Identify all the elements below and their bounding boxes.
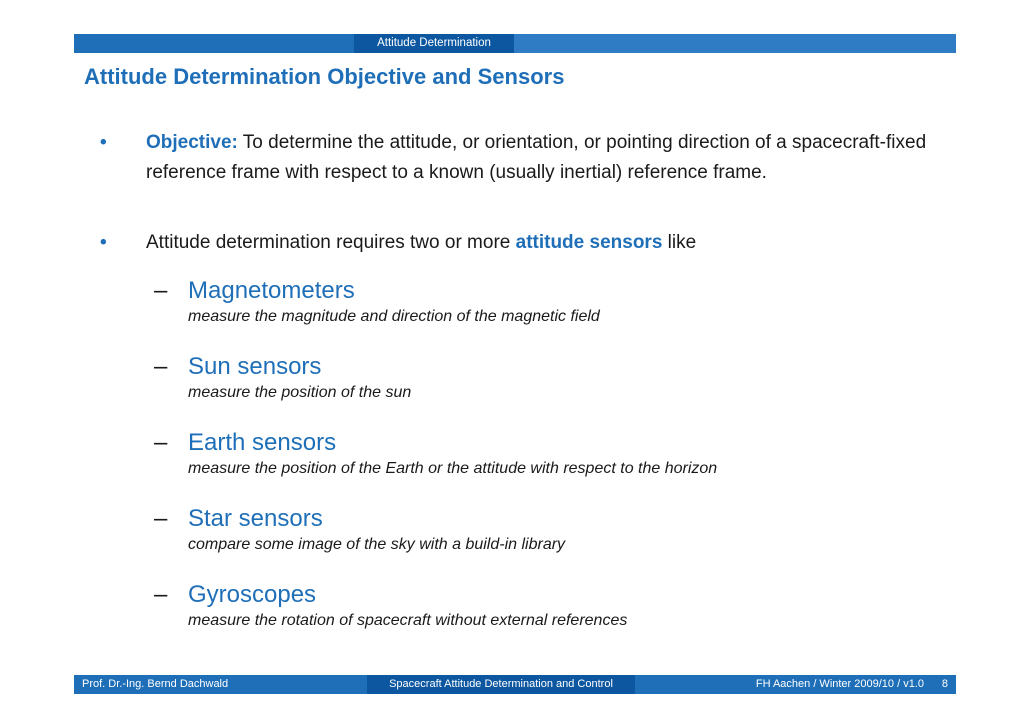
sensor-name: Earth sensors <box>188 429 337 456</box>
header-bar-left <box>74 34 354 53</box>
footer-author: Prof. Dr.-Ing. Bernd Dachwald <box>82 678 229 690</box>
sensors-intro-highlight: attitude sensors <box>515 232 663 253</box>
dash-symbol: – <box>154 353 168 380</box>
slide-title: Attitude Determination Objective and Sensors <box>84 64 565 89</box>
sensor-desc: measure the position of the sun <box>188 384 412 401</box>
dash-symbol: – <box>154 505 168 532</box>
header-section-label: Attitude Determination <box>354 34 514 53</box>
bullet-dot: • <box>100 132 107 153</box>
sensor-desc: measure the rotation of spacecraft without external references <box>188 612 628 629</box>
sensor-desc: measure the magnitude and direction of the magnetic field <box>188 308 600 325</box>
bullet-objective <box>100 128 936 188</box>
footer-info: FH Aachen / Winter 2009/10 / v1.0 <box>755 678 924 690</box>
bullet-dot: • <box>100 232 107 253</box>
sensors-intro-text-after: like <box>662 232 697 253</box>
objective-label: Objective: <box>146 132 238 153</box>
header-bar <box>74 34 956 53</box>
header-bar-right <box>514 34 956 53</box>
footer-page-number: 8 <box>941 678 948 690</box>
dash-symbol: – <box>154 277 168 304</box>
sensor-name: Gyroscopes <box>188 581 317 608</box>
footer-course: Spacecraft Attitude Determination and Control <box>367 675 635 694</box>
sensor-name: Sun sensors <box>188 353 322 380</box>
sensor-name: Magnetometers <box>188 277 355 304</box>
objective-text: To determine the attitude, or orientation, or pointing direction of a spacecraft-fixed reference frame with respect to a known (usually inertial) reference frame. <box>146 132 927 183</box>
bullet-sensors-intro <box>100 228 936 258</box>
sensor-desc: compare some image of the sky with a build-in library <box>188 536 566 553</box>
sensor-name: Star sensors <box>188 505 323 532</box>
dash-symbol: – <box>154 581 168 608</box>
sensor-desc: measure the position of the Earth or the attitude with respect to the horizon <box>188 460 718 477</box>
dash-symbol: – <box>154 429 168 456</box>
sensors-intro-text-before: Attitude determination requires two or more <box>146 232 516 253</box>
footer-bar <box>74 675 956 694</box>
